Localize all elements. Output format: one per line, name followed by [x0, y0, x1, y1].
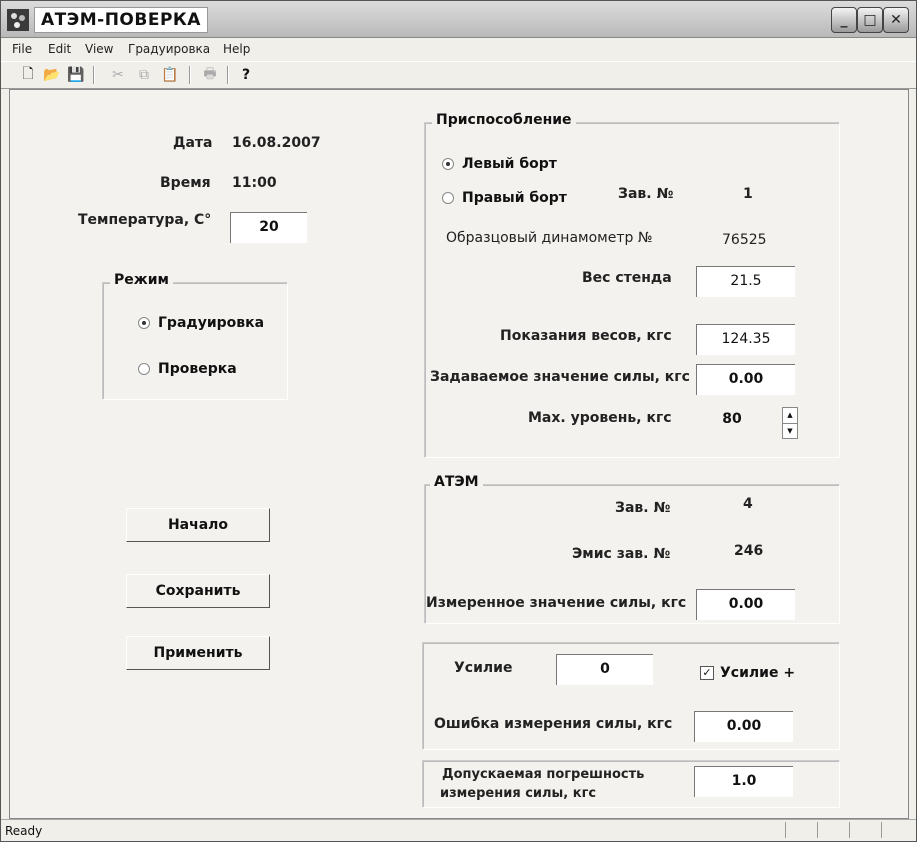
- dynamometer-value: 76525: [722, 232, 767, 248]
- radio-left-side[interactable]: [442, 156, 557, 172]
- radio-unselected-icon: [442, 192, 454, 204]
- cut-icon[interactable]: ✂: [112, 67, 124, 83]
- menu-help[interactable]: Help: [223, 42, 251, 56]
- radio-graduation[interactable]: [138, 315, 264, 331]
- close-icon: ✕: [890, 12, 902, 28]
- minimize-icon: _: [840, 12, 848, 28]
- maximize-icon: □: [863, 12, 877, 28]
- status-pane: [849, 822, 850, 838]
- fixture-serial-value: 1: [743, 186, 753, 202]
- radio-check[interactable]: [138, 361, 237, 377]
- measured-force-label: Измеренное значение силы, кгс: [426, 595, 687, 611]
- measurement-error-field[interactable]: 0.00: [694, 711, 793, 742]
- menu-graduation[interactable]: Градуировка: [128, 42, 211, 56]
- status-pane: [881, 822, 882, 838]
- radio-graduation-label: Градуировка: [158, 315, 265, 331]
- save-icon[interactable]: 💾: [67, 67, 85, 83]
- menu-bar: [1, 38, 916, 60]
- radio-unselected-icon: [138, 363, 150, 375]
- atem-serial-label: Зав. №: [615, 500, 671, 516]
- spin-down-icon[interactable]: ▼: [787, 426, 793, 435]
- toolbar-separator: [227, 66, 229, 84]
- window-title: АТЭМ-ПОВЕРКА: [34, 7, 208, 33]
- apply-button[interactable]: Применить: [126, 636, 270, 670]
- emis-serial-label: Эмис зав. №: [572, 546, 671, 562]
- max-level-spinner[interactable]: [782, 407, 798, 439]
- status-text: Ready: [5, 824, 43, 838]
- measured-force-field[interactable]: 0.00: [696, 589, 795, 620]
- paste-icon[interactable]: 📋: [161, 67, 179, 83]
- menu-file[interactable]: File: [12, 42, 33, 56]
- mode-group-title: Режим: [110, 272, 173, 288]
- scale-reading-field[interactable]: 124.35: [696, 324, 795, 355]
- measurement-error-label: Ошибка измерения силы, кгс: [434, 716, 673, 732]
- save-button[interactable]: Сохранить: [126, 574, 270, 608]
- stand-weight-field[interactable]: 21.5: [696, 266, 795, 297]
- new-file-icon[interactable]: 🗋: [22, 66, 34, 82]
- help-icon[interactable]: ?: [241, 67, 251, 83]
- radio-selected-icon: [442, 158, 454, 170]
- tolerance-field[interactable]: 1.0: [694, 766, 793, 797]
- effort-label: Усилие: [454, 660, 513, 676]
- tolerance-label-line2: измерения силы, кгс: [440, 786, 597, 801]
- emis-serial-value: 246: [734, 543, 764, 559]
- maximize-button[interactable]: [857, 7, 883, 33]
- max-level-field[interactable]: 80: [722, 411, 742, 427]
- status-bar: [1, 819, 916, 842]
- scale-reading-label: Показания весов, кгс: [500, 328, 672, 344]
- toolbar-separator: [189, 66, 191, 84]
- mode-group: [102, 282, 288, 400]
- title-bar: [1, 1, 916, 38]
- status-pane: [817, 822, 818, 838]
- effort-plus-label: Усилие +: [720, 665, 796, 681]
- menu-edit[interactable]: Edit: [48, 42, 72, 56]
- radio-right-side[interactable]: [442, 190, 567, 206]
- time-value: 11:00: [232, 175, 277, 191]
- open-folder-icon[interactable]: 📂: [43, 67, 61, 83]
- toolbar: [1, 61, 916, 89]
- form-area: [9, 89, 909, 819]
- toolbar-separator: [93, 66, 95, 84]
- app-icon: [7, 9, 29, 31]
- copy-icon[interactable]: ⧉: [139, 67, 149, 83]
- status-pane: [785, 822, 786, 838]
- effort-field[interactable]: 0: [556, 654, 653, 685]
- close-button[interactable]: [883, 7, 909, 33]
- fixture-group-title: Приспособление: [432, 112, 576, 128]
- temperature-label: Температура, С°: [78, 212, 212, 228]
- date-label: Дата: [173, 135, 213, 151]
- dynamometer-label: Образцовый динамометр №: [446, 230, 653, 246]
- fixture-serial-label: Зав. №: [618, 186, 674, 202]
- set-force-label: Задаваемое значение силы, кгс: [430, 369, 690, 385]
- set-force-field[interactable]: 0.00: [696, 364, 795, 395]
- stand-weight-label: Вес стенда: [582, 270, 672, 286]
- time-label: Время: [160, 175, 211, 191]
- radio-check-label: Проверка: [158, 361, 237, 377]
- effort-plus-checkbox[interactable]: [700, 665, 795, 681]
- start-button[interactable]: Начало: [126, 508, 270, 542]
- atem-group-title: АТЭМ: [430, 474, 483, 490]
- max-level-label: Max. уровень, кгс: [528, 410, 672, 426]
- tolerance-label-line1: Допускаемая погрешность: [442, 767, 645, 782]
- radio-right-side-label: Правый борт: [462, 190, 567, 206]
- date-value: 16.08.2007: [232, 135, 321, 151]
- minimize-button[interactable]: [831, 7, 857, 33]
- temperature-field[interactable]: 20: [230, 212, 307, 243]
- radio-selected-icon: [138, 317, 150, 329]
- spin-up-icon[interactable]: ▲: [783, 408, 797, 424]
- print-icon[interactable]: 🖶: [203, 66, 217, 82]
- atem-serial-value: 4: [743, 496, 753, 512]
- radio-left-side-label: Левый борт: [462, 156, 557, 172]
- checkmark-icon: ✓: [700, 666, 714, 680]
- menu-view[interactable]: View: [85, 42, 114, 56]
